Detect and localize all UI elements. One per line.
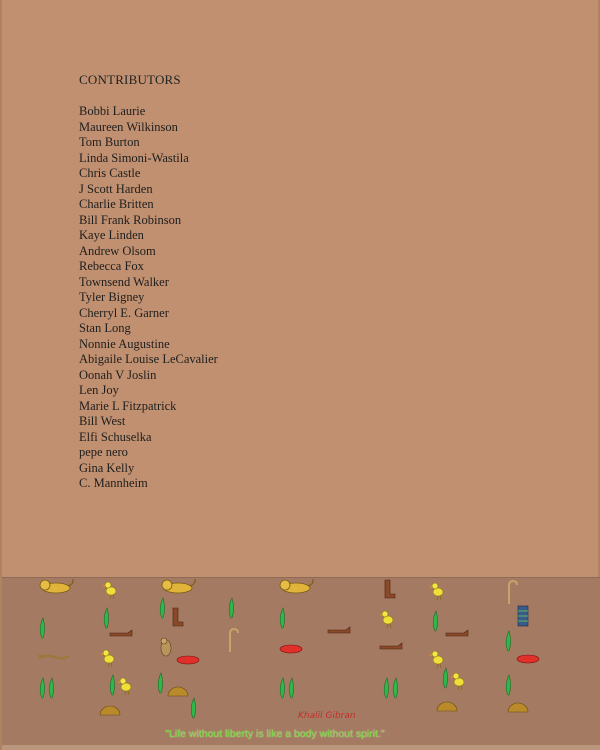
arm-icon <box>328 627 350 633</box>
reed-icon <box>384 678 388 698</box>
contributor-name: Elfi Schuselka <box>79 429 152 444</box>
leg-icon <box>385 580 395 598</box>
mouth-icon <box>280 645 302 653</box>
contributor-name: Maureen Wilkinson <box>79 119 178 134</box>
reed-icon <box>433 611 437 631</box>
contributor-name: Oonah V Joslin <box>79 367 157 382</box>
bread-loaf-icon <box>168 687 188 696</box>
quote: "Life without liberty is like a body without spirit." <box>165 728 385 740</box>
reed-icon <box>506 675 510 695</box>
lion-icon <box>280 579 313 593</box>
chick-icon <box>429 583 443 600</box>
contributor-name: Charlie Britten <box>79 197 154 211</box>
mouth-icon <box>177 656 199 664</box>
contributor-name: Abigaile Louise LeCavalier <box>79 352 218 366</box>
contributor-name: Cherryl E. Garner <box>79 305 169 320</box>
chick-icon <box>379 611 393 628</box>
contributor-name: Stan Long <box>79 321 131 335</box>
bread-loaf-icon <box>508 703 528 712</box>
chick-icon <box>117 678 131 695</box>
owl-icon <box>161 638 171 656</box>
contributor-name: Len Joy <box>79 383 119 397</box>
chick-icon <box>100 650 114 667</box>
bread-loaf-icon <box>100 706 120 715</box>
contributor-name: Bill Frank Robinson <box>79 212 182 227</box>
contributor-name: pepe nero <box>79 445 128 459</box>
contributor-name: Rebecca Fox <box>79 259 144 273</box>
mouth-icon <box>517 655 539 663</box>
crook-icon <box>230 629 238 652</box>
bottom-strip <box>2 745 600 750</box>
arm-icon <box>446 630 468 636</box>
hieroglyph-band <box>2 577 600 746</box>
reed-icon <box>289 678 293 698</box>
contributor-name: Linda Simoni-Wastila <box>79 150 189 165</box>
viper-icon <box>37 654 69 658</box>
contributor-name: Andrew Olsom <box>79 243 156 258</box>
reed-icon <box>40 618 44 638</box>
contributor-name: Marie L Fitzpatrick <box>79 398 177 413</box>
reed-icon <box>110 675 114 695</box>
reed-icon <box>49 678 53 698</box>
reed-icon <box>160 598 164 618</box>
chick-icon <box>102 582 116 599</box>
contributor-name: J Scott Harden <box>79 181 153 196</box>
reed-icon <box>158 673 162 693</box>
reed-icon <box>443 668 447 688</box>
arm-icon <box>380 643 402 649</box>
contributor-name: Bill West <box>79 414 126 428</box>
contributor-name: Chris Castle <box>79 166 141 180</box>
reed-icon <box>393 678 397 698</box>
reed-icon <box>280 678 284 698</box>
contributor-name: Tom Burton <box>79 135 140 149</box>
signature: Khalil Gibran <box>298 711 356 721</box>
leg-icon <box>173 608 183 626</box>
lion-icon <box>162 579 195 593</box>
contributor-name: Tyler Bigney <box>79 290 145 304</box>
lion-icon <box>40 579 73 593</box>
contributor-name: Townsend Walker <box>79 274 169 289</box>
contributor-list <box>79 104 218 492</box>
reed-icon <box>191 698 195 718</box>
chick-icon <box>429 651 443 668</box>
reed-icon <box>104 608 108 628</box>
reed-icon <box>506 631 510 651</box>
contributor-name: Bobbi Laurie <box>79 104 146 118</box>
contributor-name: C. Mannheim <box>79 476 148 490</box>
crook-icon <box>509 581 517 604</box>
contributor-name: Nonnie Augustine <box>79 336 170 351</box>
arm-icon <box>110 630 132 636</box>
reed-icon <box>40 678 44 698</box>
contributor-name: Gina Kelly <box>79 460 135 475</box>
chick-icon <box>450 673 464 690</box>
bread-loaf-icon <box>437 702 457 711</box>
reed-icon <box>229 598 233 618</box>
stool-icon <box>518 606 528 626</box>
contributor-name: Kaye Linden <box>79 228 144 242</box>
reed-icon <box>280 608 284 628</box>
page-title: CONTRIBUTORS <box>79 72 181 87</box>
